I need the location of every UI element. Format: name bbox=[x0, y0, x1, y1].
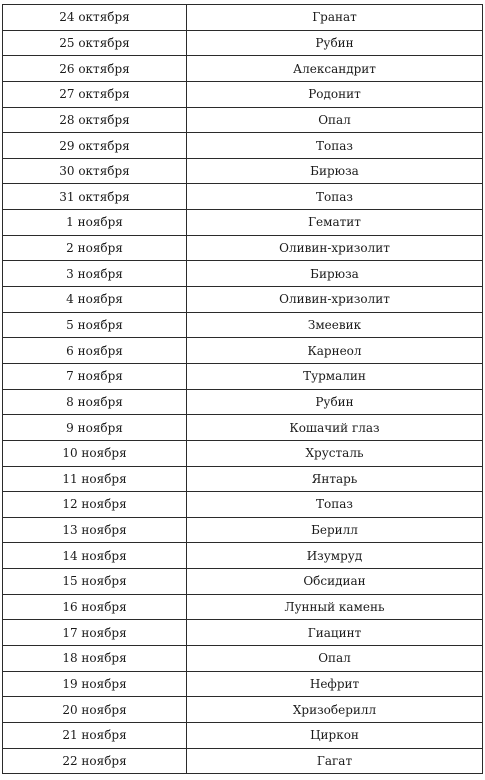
stone-cell: Изумруд bbox=[187, 543, 483, 569]
table-row bbox=[3, 287, 483, 313]
date-cell: 24 октября bbox=[3, 5, 187, 31]
date-cell: 7 ноября bbox=[3, 363, 187, 389]
table-row bbox=[3, 158, 483, 184]
stone-cell: Оливин-хризолит bbox=[187, 235, 483, 261]
date-cell: 8 ноября bbox=[3, 389, 187, 415]
date-cell: 10 ноября bbox=[3, 440, 187, 466]
table-row bbox=[3, 107, 483, 133]
table-body bbox=[3, 5, 483, 774]
date-cell: 9 ноября bbox=[3, 415, 187, 441]
date-cell: 13 ноября bbox=[3, 517, 187, 543]
stone-cell: Гиацинт bbox=[187, 620, 483, 646]
stone-cell: Топаз bbox=[187, 133, 483, 159]
table-row bbox=[3, 56, 483, 82]
stone-cell: Родонит bbox=[187, 81, 483, 107]
stone-cell: Бирюза bbox=[187, 261, 483, 287]
stone-cell: Лунный камень bbox=[187, 594, 483, 620]
date-cell: 15 ноября bbox=[3, 569, 187, 595]
date-cell: 11 ноября bbox=[3, 466, 187, 492]
table-row bbox=[3, 30, 483, 56]
date-cell: 5 ноября bbox=[3, 312, 187, 338]
stone-cell: Опал bbox=[187, 107, 483, 133]
table-row bbox=[3, 543, 483, 569]
date-cell: 29 октября bbox=[3, 133, 187, 159]
table-row bbox=[3, 620, 483, 646]
table-row bbox=[3, 235, 483, 261]
stone-cell: Янтарь bbox=[187, 466, 483, 492]
table-row bbox=[3, 517, 483, 543]
stone-cell: Гагат bbox=[187, 748, 483, 774]
stone-cell: Турмалин bbox=[187, 363, 483, 389]
stone-cell: Топаз bbox=[187, 492, 483, 518]
stone-cell: Гранат bbox=[187, 5, 483, 31]
stone-cell: Нефрит bbox=[187, 671, 483, 697]
date-cell: 12 ноября bbox=[3, 492, 187, 518]
table-row bbox=[3, 594, 483, 620]
table-row bbox=[3, 210, 483, 236]
table-row bbox=[3, 722, 483, 748]
date-cell: 19 ноября bbox=[3, 671, 187, 697]
stone-cell: Обсидиан bbox=[187, 569, 483, 595]
stone-cell: Змеевик bbox=[187, 312, 483, 338]
date-cell: 1 ноября bbox=[3, 210, 187, 236]
stone-cell: Карнеол bbox=[187, 338, 483, 364]
stone-cell: Оливин-хризолит bbox=[187, 287, 483, 313]
date-cell: 22 ноября bbox=[3, 748, 187, 774]
table-row bbox=[3, 492, 483, 518]
table-row bbox=[3, 389, 483, 415]
stone-cell: Хризоберилл bbox=[187, 697, 483, 723]
stone-cell: Александрит bbox=[187, 56, 483, 82]
table-row bbox=[3, 415, 483, 441]
date-cell: 21 ноября bbox=[3, 722, 187, 748]
table-row bbox=[3, 338, 483, 364]
table-row bbox=[3, 440, 483, 466]
date-cell: 3 ноября bbox=[3, 261, 187, 287]
date-cell: 2 ноября bbox=[3, 235, 187, 261]
stone-cell: Рубин bbox=[187, 389, 483, 415]
date-cell: 27 октября bbox=[3, 81, 187, 107]
table-row bbox=[3, 671, 483, 697]
stone-cell: Бирюза bbox=[187, 158, 483, 184]
stone-cell: Кошачий глаз bbox=[187, 415, 483, 441]
table-row bbox=[3, 184, 483, 210]
table-row bbox=[3, 133, 483, 159]
table-row bbox=[3, 569, 483, 595]
date-cell: 25 октября bbox=[3, 30, 187, 56]
date-cell: 26 октября bbox=[3, 56, 187, 82]
stone-cell: Топаз bbox=[187, 184, 483, 210]
stone-cell: Рубин bbox=[187, 30, 483, 56]
birthstone-table bbox=[2, 4, 483, 774]
stone-cell: Циркон bbox=[187, 722, 483, 748]
date-cell: 6 ноября bbox=[3, 338, 187, 364]
table-row bbox=[3, 5, 483, 31]
date-cell: 18 ноября bbox=[3, 646, 187, 672]
table-row bbox=[3, 646, 483, 672]
date-cell: 16 ноября bbox=[3, 594, 187, 620]
date-cell: 31 октября bbox=[3, 184, 187, 210]
date-cell: 20 ноября bbox=[3, 697, 187, 723]
table-row bbox=[3, 748, 483, 774]
table-row bbox=[3, 466, 483, 492]
stone-cell: Опал bbox=[187, 646, 483, 672]
date-cell: 28 октября bbox=[3, 107, 187, 133]
date-cell: 14 ноября bbox=[3, 543, 187, 569]
table-row bbox=[3, 312, 483, 338]
table-row bbox=[3, 697, 483, 723]
date-cell: 30 октября bbox=[3, 158, 187, 184]
stone-cell: Хрусталь bbox=[187, 440, 483, 466]
date-cell: 17 ноября bbox=[3, 620, 187, 646]
date-cell: 4 ноября bbox=[3, 287, 187, 313]
table-row bbox=[3, 81, 483, 107]
stone-cell: Гематит bbox=[187, 210, 483, 236]
stone-cell: Берилл bbox=[187, 517, 483, 543]
table-row bbox=[3, 363, 483, 389]
table-row bbox=[3, 261, 483, 287]
